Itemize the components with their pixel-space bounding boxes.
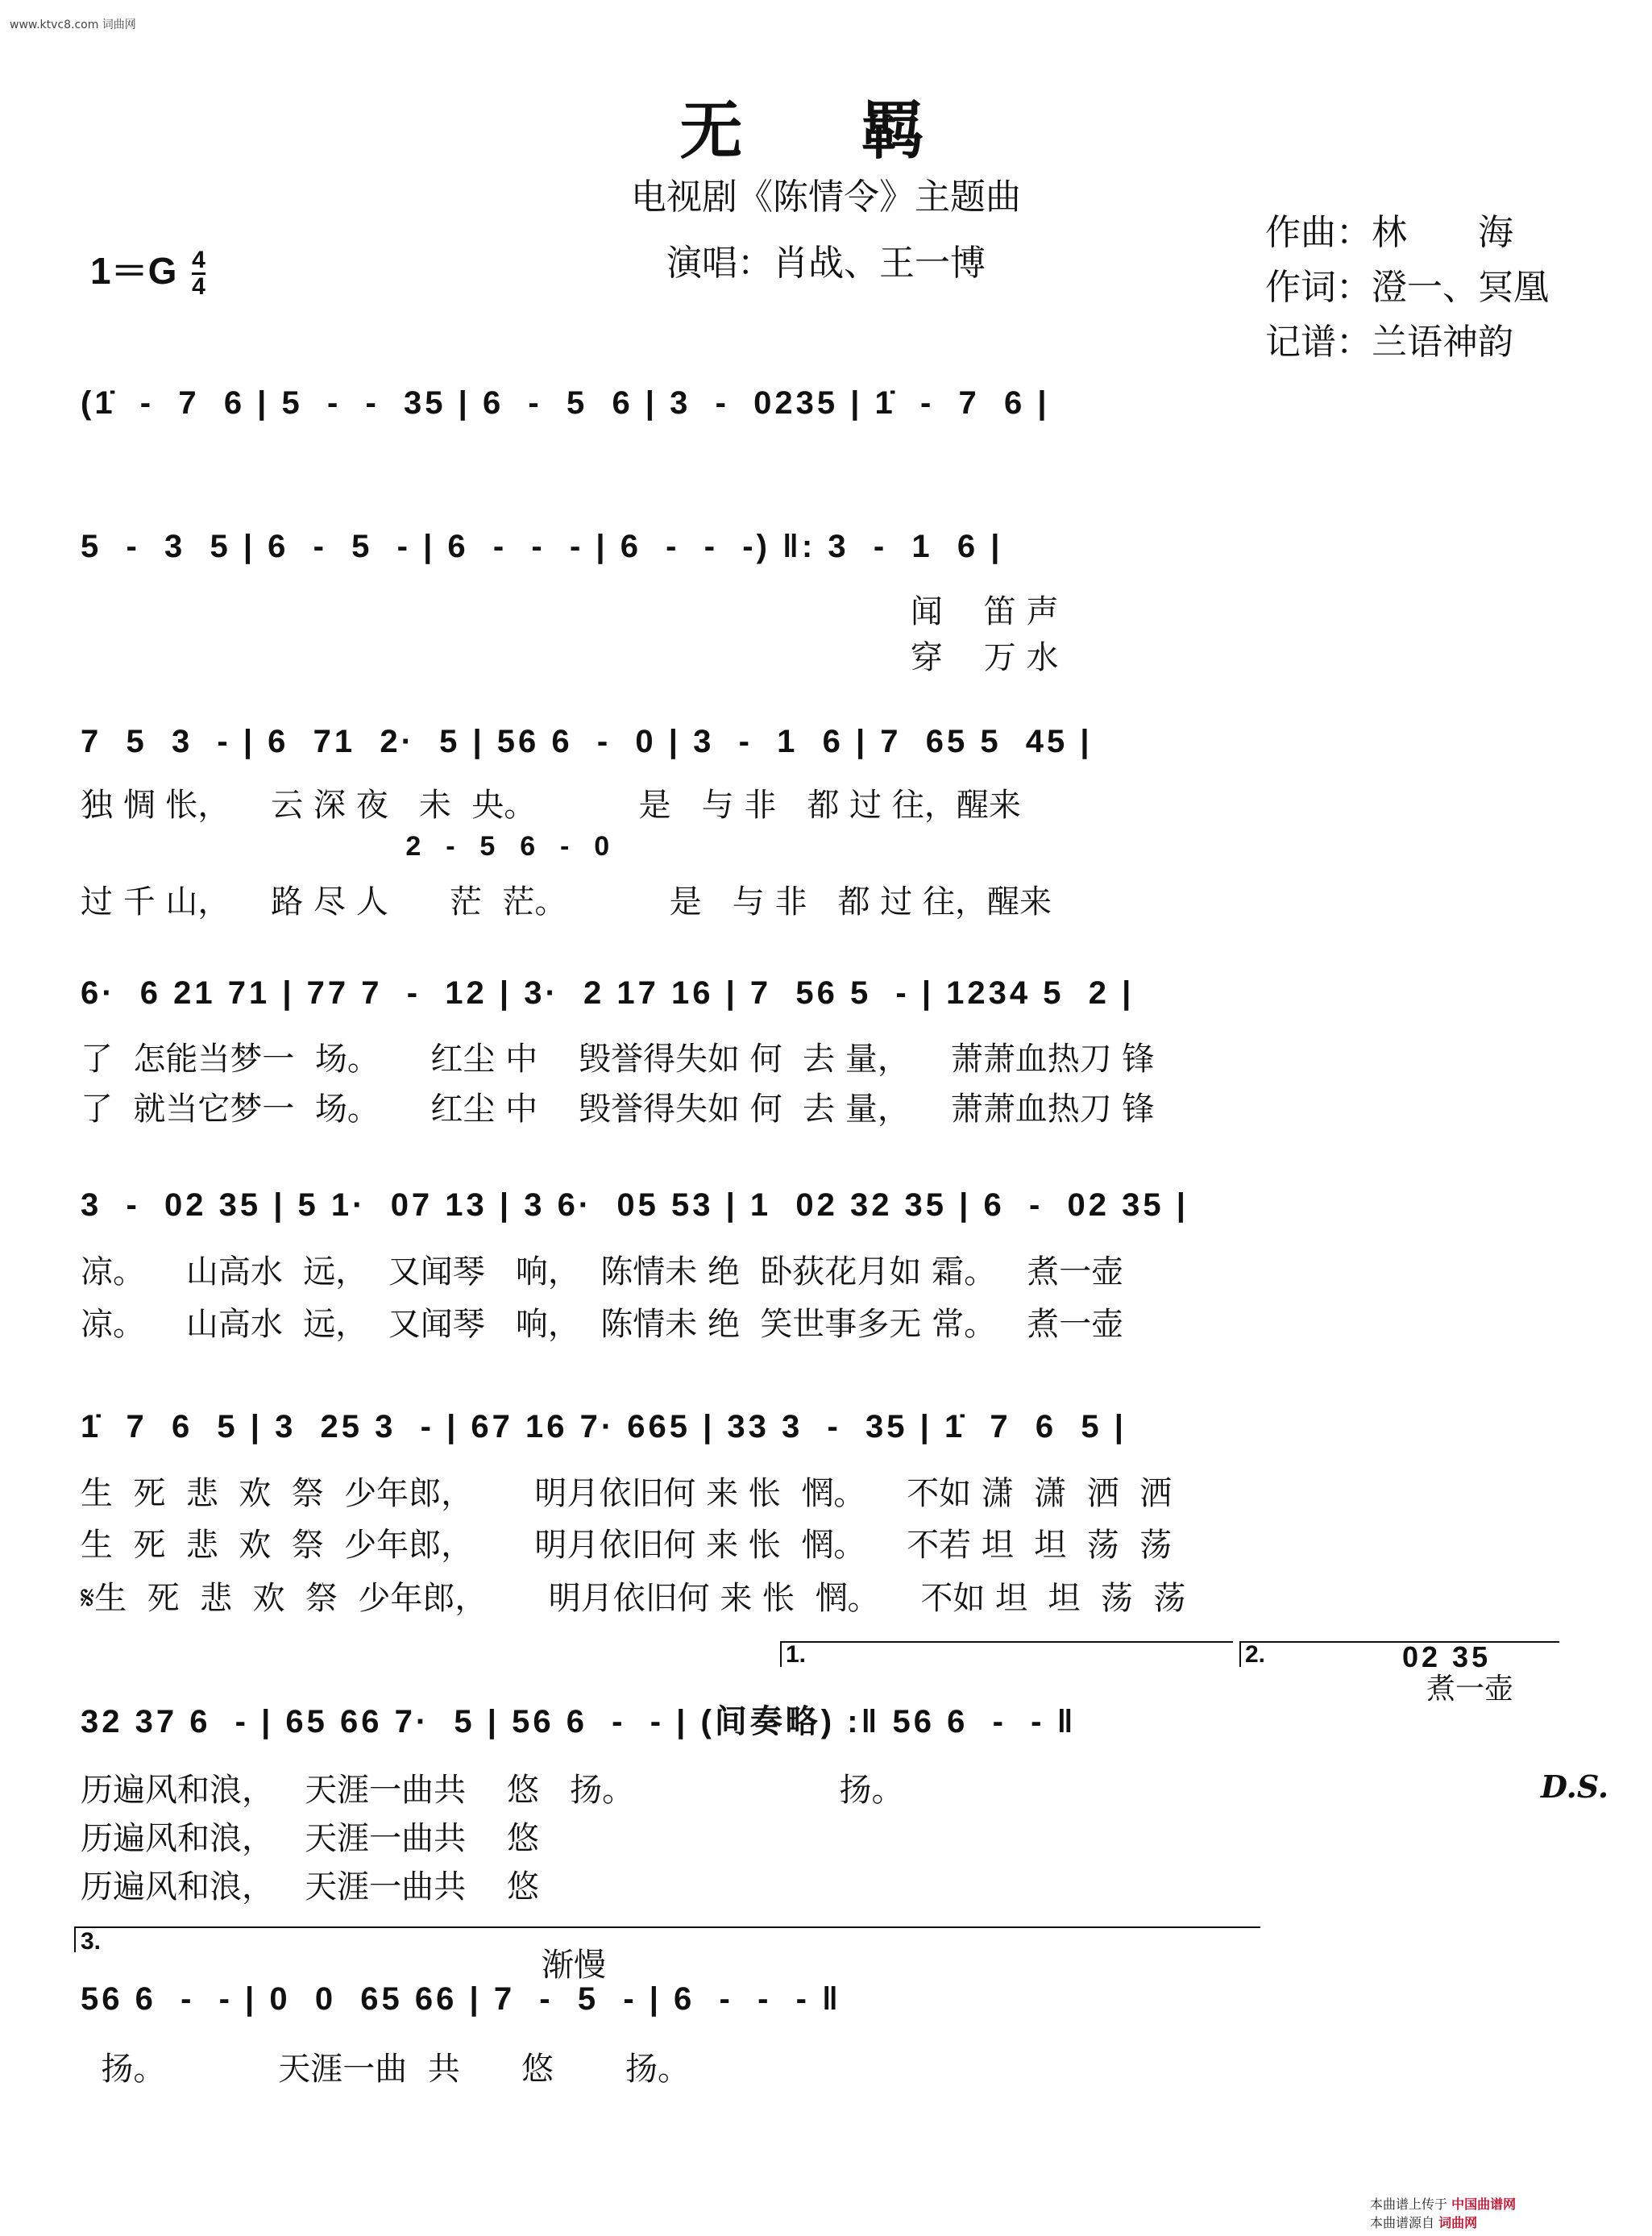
brand-sub-text: 词曲网 — [1438, 2215, 1478, 2230]
lyric-line-5b: 凉。 山高水 远， 又闻琴 响， 陈情未 绝 笑世事多无 常。 煮一壶 — [81, 1306, 1124, 1343]
lyric-line-6a: 生 死 悲 欢 祭 少年郎， 明月依旧何 来 怅 惘。 不如 潇 潇 洒 洒 — [81, 1475, 1173, 1512]
lyric-line-6b: 生 死 悲 欢 祭 少年郎， 明月依旧何 来 怅 惘。 不若 坦 坦 荡 荡 — [81, 1527, 1173, 1564]
source-note: 本曲谱源自 — [1370, 2215, 1435, 2230]
score-line-5: 3 - 02 35 | 5 1· 07 13 | 3 6· 05 53 | 1 02 32 35 | 6 - 02 35 | — [81, 1187, 1189, 1223]
lyric-line-3b: 过 千 山， 路 尽 人 茫 茫。 是 与 非 都 过 往，醒来 — [81, 883, 1052, 921]
ending-1-bracket — [780, 1641, 1233, 1667]
lyric-line-7b: 历遍风和浪， 天涯一曲共 悠 — [81, 1820, 540, 1857]
lyric-line-8: 扬。 天涯一曲 共 悠 扬。 — [81, 2051, 691, 2088]
right-margin-watermark — [1637, 48, 1649, 2184]
score-line-6: 1̇ 7 6 5 | 3 25 3 - | 67 16 7· 665 | 33 3 - 35 | 1̇ 7 6 5 | — [81, 1409, 1127, 1444]
score-line-4: 6· 6 21 71 | 77 7 - 12 | 3· 2 17 16 | 7 56 5 - | 1234 5 2 | — [81, 975, 1135, 1011]
lyric-line-2a: 闻 笛 声 — [81, 593, 1059, 630]
song-subtitle: 电视剧《陈情令》主题曲 — [631, 177, 1021, 218]
credits-block — [1265, 206, 1549, 370]
tempo-mark: 渐慢 — [542, 1947, 606, 1984]
time-signature — [192, 248, 205, 299]
ending-2-pickup: 02 35 — [1402, 1640, 1492, 1673]
dal-segno-mark: D.S. — [1541, 1768, 1609, 1805]
score-line-7: 32 37 6 - | 65 66 7· 5 | 56 6 - - | (间奏略) :‖ 56 6 - - ‖ — [81, 1704, 1077, 1739]
score-line-8: 56 6 - - | 0 0 65 66 | 7 - 5 - | 6 - - - ‖ — [81, 1981, 841, 2017]
left-margin-watermark — [3, 48, 15, 2184]
lyricist-credit: 作词：澄一、冥凰 — [1265, 267, 1549, 308]
upload-note: 本曲谱上传于 — [1370, 2197, 1448, 2212]
lyric-line-5a: 凉。 山高水 远， 又闻琴 响， 陈情未 绝 卧荻花月如 霜。 煮一壶 — [81, 1253, 1124, 1290]
time-sig-denominator: 4 — [192, 273, 205, 301]
ending-2-label: 2. — [1245, 1641, 1266, 1668]
composer-credit: 作曲：林 海 — [1265, 212, 1513, 253]
lyric-line-4a: 了 怎能当梦一 场。 红尘 中 毁誉得失如 何 去 量， 萧萧血热刀 锋 — [81, 1041, 1155, 1078]
ending-2-pickup-lyric: 煮一壶 — [1426, 1673, 1514, 1706]
site-watermark: www.ktvc8.com 词曲网 — [10, 19, 136, 31]
song-title: 无 羁 — [679, 94, 973, 168]
ending-3-label: 3. — [81, 1928, 102, 1955]
footer-credit — [1370, 2194, 1516, 2231]
score-line-3: 7 5 3 - | 6 71 2· 5 | 56 6 - 0 | 3 - 1 6 | 7 65 5 45 | — [81, 724, 1093, 759]
lyric-line-2b: 穿 万 水 — [81, 639, 1059, 676]
score-line-2: 5 - 3 5 | 6 - 5 - | 6 - - - | 6 - - -) ‖: 3 - 1 6 | — [81, 529, 1003, 564]
score-line-1: (1̇ - 7 6 | 5 - - 35 | 6 - 5 6 | 3 - 0235 | 1̇ - 7 6 | — [81, 385, 1050, 421]
lyric-line-4b: 了 就当它梦一 场。 红尘 中 毁誉得失如 何 去 量， 萧萧血热刀 锋 — [81, 1091, 1155, 1128]
lyric-line-7a: 历遍风和浪， 天涯一曲共 悠 扬。 扬。 — [81, 1772, 904, 1809]
key-label: 1＝G — [90, 250, 177, 292]
ending-1-label: 1. — [786, 1641, 807, 1668]
lyric-line-6c: 𝄋生 死 悲 欢 祭 少年郎， 明月依旧何 来 怅 惘。 不如 坦 坦 荡 荡 — [81, 1580, 1186, 1617]
time-sig-numerator: 4 — [192, 247, 205, 274]
ending-3-bracket — [74, 1926, 1260, 1952]
lyric-line-3a: 独 惆 怅， 云 深 夜 未 央。 是 与 非 都 过 往，醒来 — [81, 787, 1021, 824]
key-signature — [90, 242, 205, 299]
transcriber-credit: 记谱：兰语神韵 — [1265, 322, 1513, 363]
score-line-3-alt: 2 - 5 6 - 0 — [81, 831, 613, 862]
lyric-line-7c: 历遍风和浪， 天涯一曲共 悠 — [81, 1868, 540, 1906]
brand-logo-text: 中国曲谱网 — [1451, 2197, 1517, 2212]
singer-credit: 演唱：肖战、王一博 — [666, 243, 986, 284]
